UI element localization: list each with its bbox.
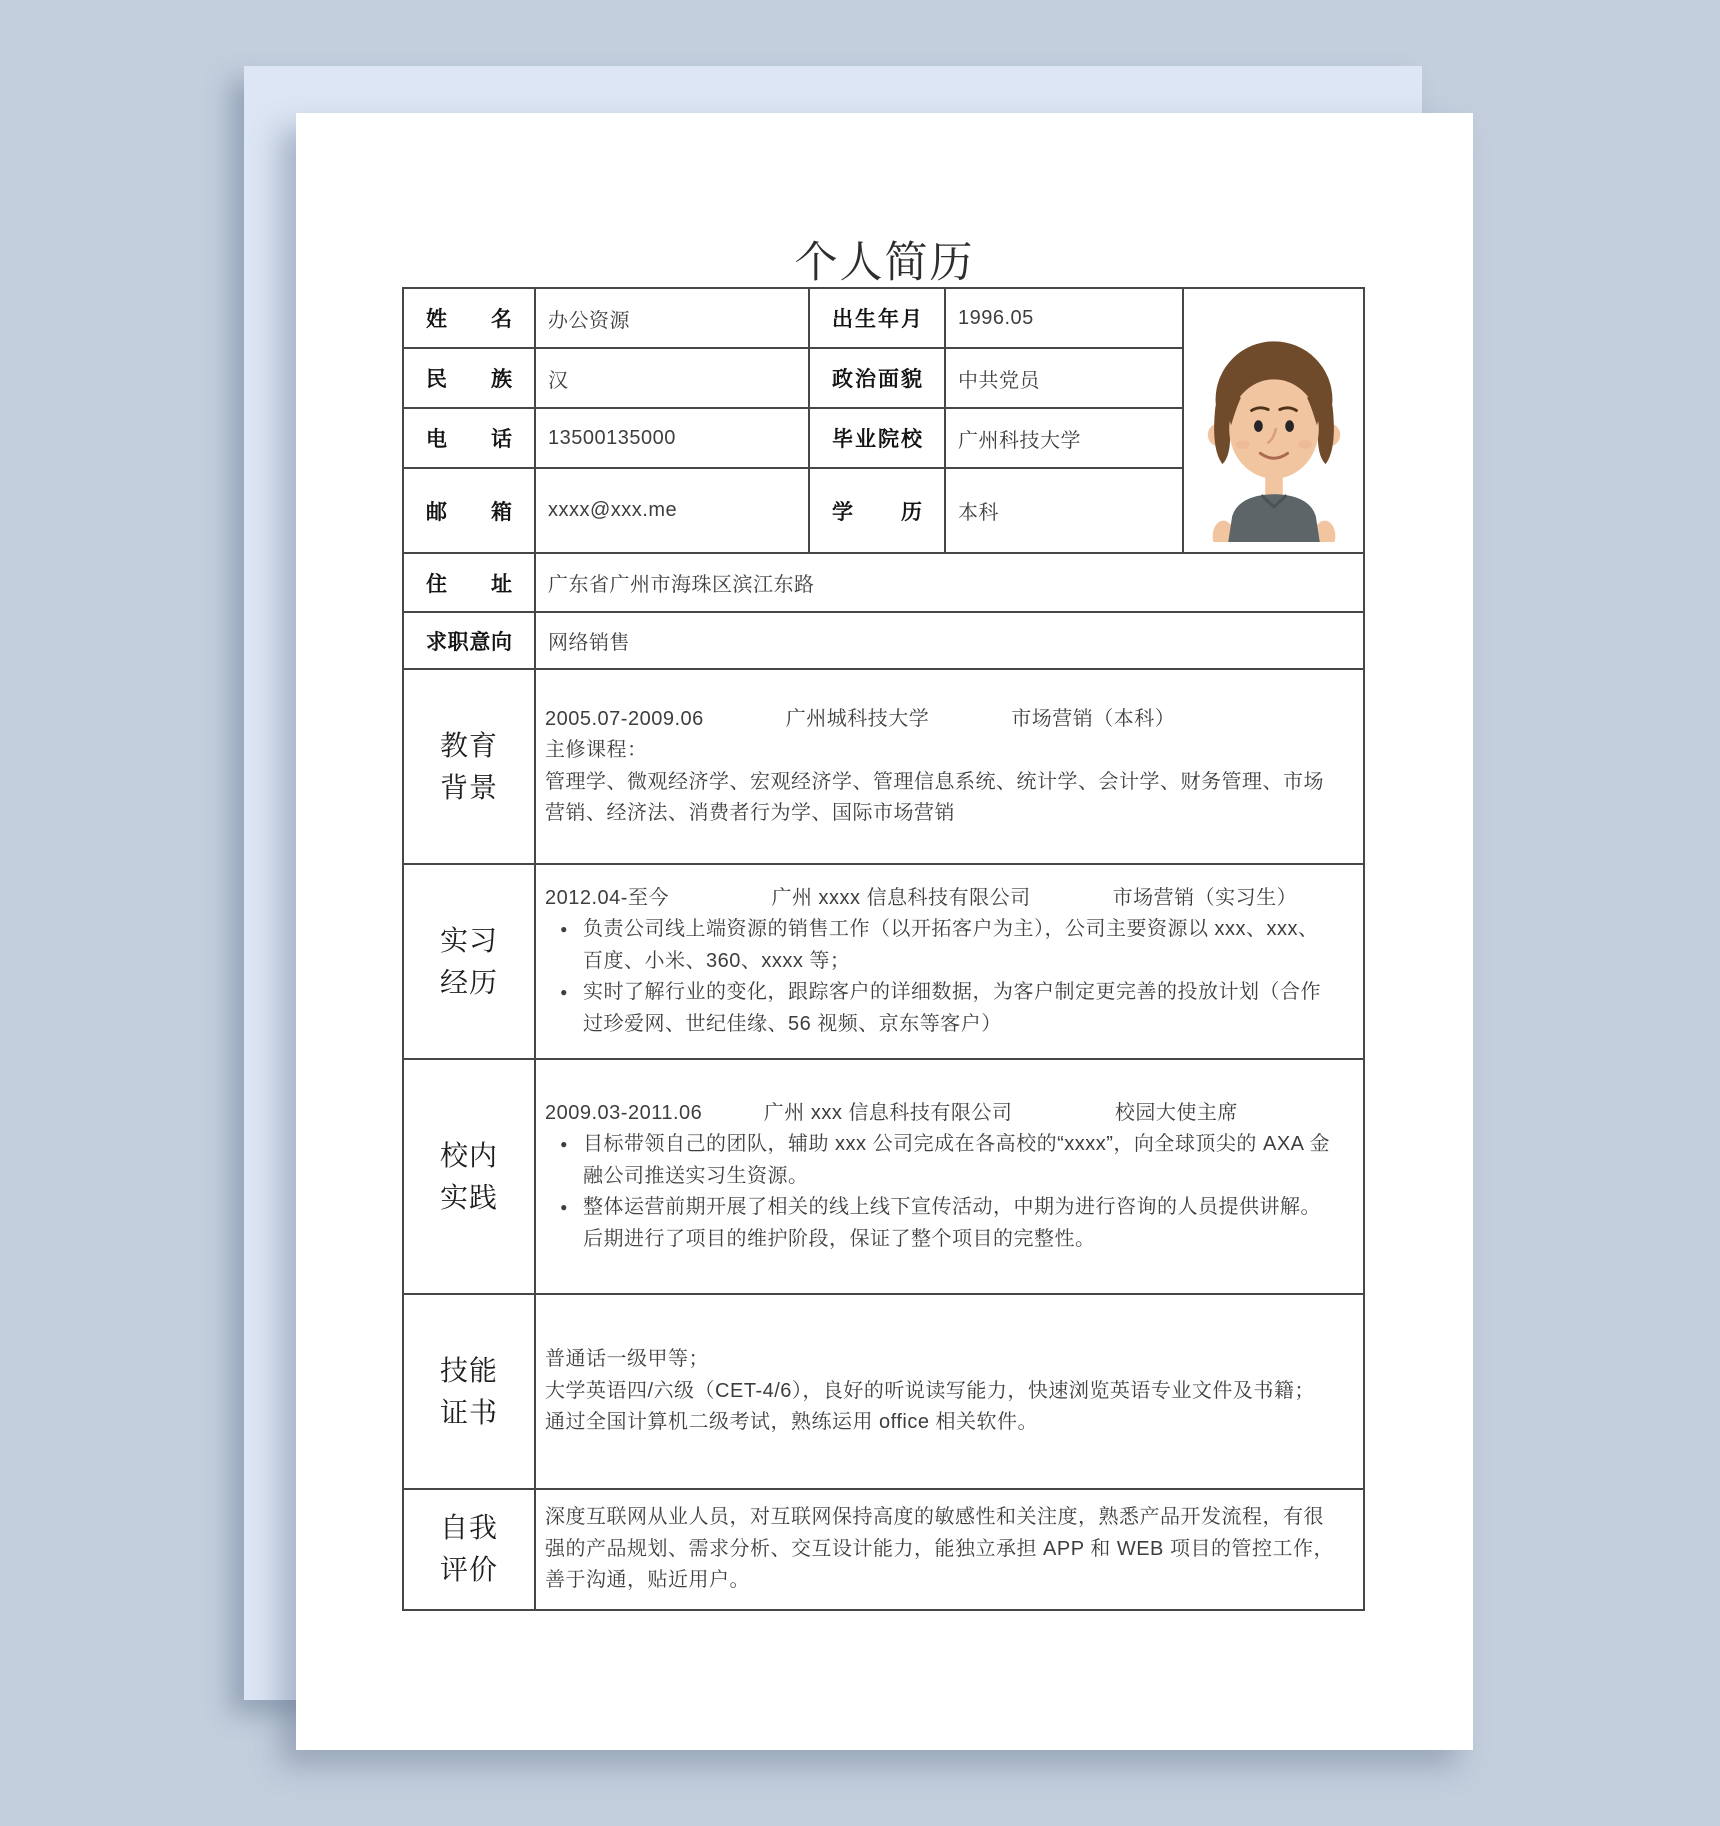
job-intention-value: 网络销售 <box>535 612 1364 669</box>
name-label: 姓名 <box>403 288 535 348</box>
school-value: 广州科技大学 <box>945 408 1183 468</box>
internship-section-label <box>403 864 535 1059</box>
photo-cell <box>1183 288 1364 553</box>
address-value: 广东省广州市海珠区滨江东路 <box>535 553 1364 612</box>
education-line: 管理学、微观经济学、宏观经济学、管理信息系统、统计学、会计学、财务管理、市场营销、经济法、消费者行为学、国际市场营销 <box>545 770 1324 824</box>
address-row <box>403 553 1364 612</box>
phone-label: 电话 <box>403 408 535 468</box>
address-label: 住址 <box>403 553 535 612</box>
campus-section-row <box>403 1059 1364 1294</box>
self-evaluation-content <box>535 1489 1364 1610</box>
bullet-icon: ● <box>560 1200 568 1215</box>
shirt <box>1228 494 1320 542</box>
education-heading: 2005.07-2009.06 广州城科技大学 市场营销（本科） <box>545 707 1176 730</box>
skills-section-label <box>403 1294 535 1489</box>
education-content <box>535 669 1364 864</box>
bullet-text: 负责公司线上端资源的销售工作（以开拓客户为主），公司主要资源以 xxx、xxx、百度、小米、360、xxxx 等； <box>583 918 1319 972</box>
info-row <box>403 288 1364 348</box>
school-label: 毕业院校 <box>809 408 945 468</box>
campus-content <box>535 1059 1364 1294</box>
section-label-line: 背景 <box>439 771 498 803</box>
phone-value: 13500135000 <box>535 408 809 468</box>
bullet-text: 目标带领自己的团队，辅助 xxx 公司完成在各高校的“xxxx”，向全球顶尖的 AXA 金融公司推送实习生资源。 <box>583 1133 1330 1187</box>
education-line: 主修课程： <box>545 739 648 761</box>
ethnicity-label: 民族 <box>403 348 535 408</box>
section-label-line: 自我 <box>439 1512 498 1544</box>
campus-heading: 2009.03-2011.06 广州 xxx 信息科技有限公司 校园大使主席 <box>545 1101 1238 1124</box>
political-value: 中共党员 <box>945 348 1183 408</box>
birth-value: 1996.05 <box>945 288 1183 348</box>
bullet-item <box>545 1192 1337 1255</box>
internship-section-row <box>403 864 1364 1059</box>
skills-line: 大学英语四/六级（CET-4/6），良好的听说读写能力，快速浏览英语专业文件及书籍； <box>545 1379 1315 1402</box>
education-section-row <box>403 669 1364 864</box>
section-label-line: 教育 <box>439 729 498 761</box>
job-intention-label: 求职意向 <box>403 612 535 669</box>
internship-content <box>535 864 1364 1059</box>
education-section-label <box>403 669 535 864</box>
bullet-item <box>545 977 1337 1040</box>
political-label: 政治面貌 <box>809 348 945 408</box>
bullet-icon: ● <box>560 1137 568 1152</box>
email-value: xxxx@xxx.me <box>535 468 809 553</box>
self-evaluation-section-row <box>403 1489 1364 1610</box>
resume-page <box>296 113 1473 1750</box>
email-label: 邮箱 <box>403 468 535 553</box>
section-label-line: 证书 <box>439 1396 498 1428</box>
section-label-line: 实践 <box>439 1181 498 1213</box>
section-label-line: 校内 <box>439 1139 498 1171</box>
bullet-text: 整体运营前期开展了相关的线上线下宣传活动，中期为进行咨询的人员提供讲解。后期进行了项目的维护阶段，保证了整个项目的完整性。 <box>583 1196 1321 1250</box>
ethnicity-value: 汉 <box>535 348 809 408</box>
bullet-icon: ● <box>560 922 568 937</box>
bullet-item <box>545 914 1337 977</box>
self-evaluation-section-label <box>403 1489 535 1610</box>
avatar-photo <box>1196 316 1352 542</box>
bullet-item <box>545 1129 1337 1192</box>
resume-table <box>402 287 1365 1611</box>
section-label-line: 技能 <box>439 1354 498 1386</box>
skills-section-row <box>403 1294 1364 1489</box>
page-title: 个人简历 <box>794 239 975 287</box>
name-value: 办公资源 <box>535 288 809 348</box>
skills-content <box>535 1294 1364 1489</box>
skills-line: 通过全国计算机二级考试，熟练运用 office 相关软件。 <box>545 1411 1039 1434</box>
bullet-text: 实时了解行业的变化，跟踪客户的详细数据，为客户制定更完善的投放计划（合作过珍爱网、世纪佳缘、56 视频、京东等客户） <box>583 981 1321 1035</box>
degree-label: 学历 <box>809 468 945 553</box>
self-evaluation-line: 深度互联网从业人员，对互联网保持高度的敏感性和关注度，熟悉产品开发流程，有很强的产品规划、需求分析、交互设计能力，能独立承担 APP 和 WEB 项目的管控工作，善于沟通，贴近用户。 <box>545 1506 1334 1591</box>
campus-section-label <box>403 1059 535 1294</box>
degree-value: 本科 <box>945 468 1183 553</box>
skills-line: 普通话一级甲等； <box>545 1348 709 1371</box>
birth-label: 出生年月 <box>809 288 945 348</box>
job-intention-row <box>403 612 1364 669</box>
section-label-line: 经历 <box>439 966 498 998</box>
section-label-line: 评价 <box>439 1554 498 1586</box>
internship-heading: 2012.04-至今 广州 xxxx 信息科技有限公司 市场营销（实习生） <box>545 886 1298 909</box>
face <box>1229 379 1319 478</box>
section-label-line: 实习 <box>439 924 498 956</box>
bullet-icon: ● <box>560 985 568 1000</box>
